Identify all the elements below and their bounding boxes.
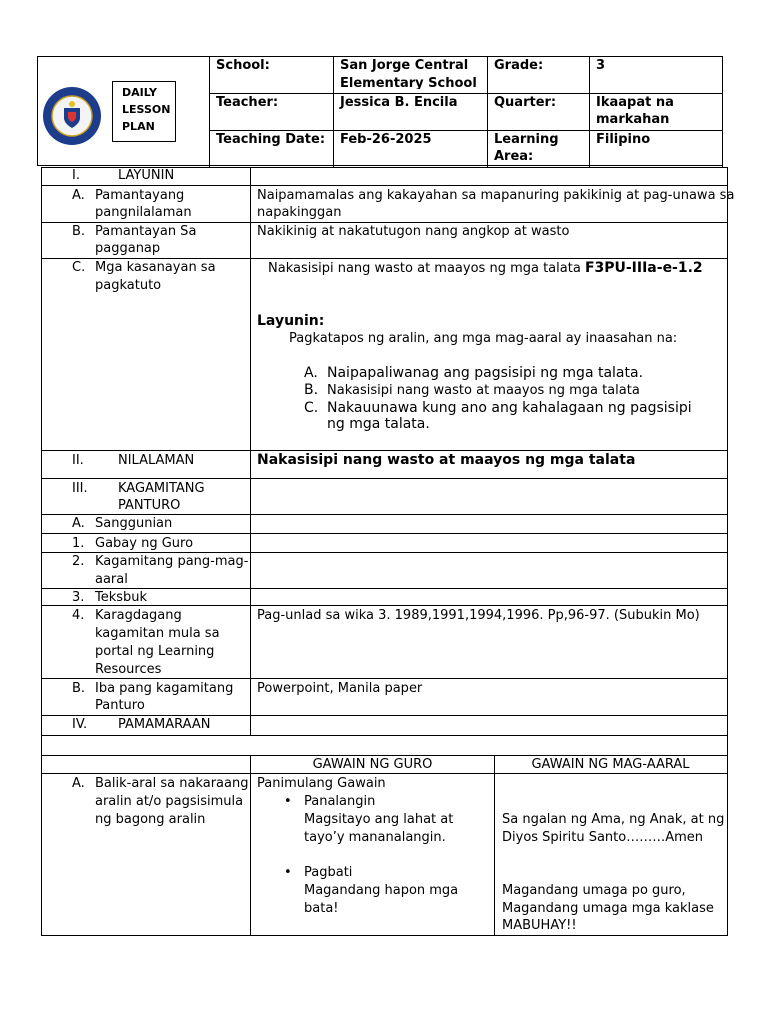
grid-line bbox=[250, 167, 251, 736]
layunin-subheading: Layunin: bbox=[257, 313, 325, 329]
guro-heading: Panimulang Gawain bbox=[257, 776, 386, 791]
section-title-kagamitan-line2: PANTURO bbox=[118, 498, 181, 513]
teacher-label: Teacher: bbox=[216, 95, 279, 110]
pagganap-value: Nakikinig at nakatutugon nang angkop at wasto bbox=[257, 224, 570, 239]
bullet-icon: • bbox=[284, 865, 292, 880]
row-letter: C. bbox=[72, 260, 86, 275]
section-title-kagamitan-line1: KAGAMITANG bbox=[118, 481, 205, 496]
guro-panalangin-line1: Magsitayo ang lahat at bbox=[304, 812, 454, 827]
pagganap-label-line2: pagganap bbox=[95, 241, 161, 256]
grade-label: Grade: bbox=[494, 58, 544, 73]
grid-line bbox=[487, 56, 488, 167]
kasanayan-text: Nakasisipi nang wasto at maayos ng mga talata bbox=[268, 261, 581, 276]
guro-panalangin-line2: tayo’y mananalangin. bbox=[304, 830, 446, 845]
school-value-line1: San Jorge Central bbox=[340, 58, 469, 73]
row-number: 4. bbox=[72, 608, 85, 623]
kagamitang-pang-mag-aaral-line2: aaral bbox=[95, 572, 128, 587]
guro-pagbati: Pagbati bbox=[304, 865, 353, 880]
grid-line bbox=[41, 735, 727, 736]
section-title-layunin: LAYUNIN bbox=[118, 168, 175, 183]
layunin-intro: Pagkatapos ng aralin, ang mga mag-aaral ay inaasahan na: bbox=[289, 331, 678, 346]
karagdagang-line1: Karagdagang bbox=[95, 608, 182, 623]
karagdagang-line2: kagamitan mula sa bbox=[95, 626, 220, 641]
grid-line bbox=[41, 185, 727, 186]
pamantayang-value-line2: napakinggan bbox=[257, 205, 342, 220]
karagdagang-line4: Resources bbox=[95, 662, 162, 677]
row-letter: B. bbox=[72, 224, 86, 239]
guro-pagbati-line1: Magandang hapon mga bbox=[304, 883, 459, 898]
grade-value: 3 bbox=[596, 58, 606, 73]
teaching-date-value: Feb-26-2025 bbox=[340, 132, 432, 147]
guro-pagbati-line2: bata! bbox=[304, 901, 339, 916]
objective-item-line2: ng mga talata. bbox=[327, 416, 430, 432]
section-number: I. bbox=[72, 168, 80, 183]
gabay-label: Gabay ng Guro bbox=[95, 536, 194, 551]
learning-area-value: Filipino bbox=[596, 132, 651, 147]
row-letter: A. bbox=[72, 188, 85, 203]
mag-aaral-response2-line2: Magandang umaga mga kaklase bbox=[502, 901, 714, 916]
row-letter: B. bbox=[72, 681, 86, 696]
kasanayan-label-line2: pagkatuto bbox=[95, 278, 162, 293]
karagdagang-line3: portal ng Learning bbox=[95, 644, 215, 659]
grid-line bbox=[41, 478, 727, 479]
guro-panalangin: Panalangin bbox=[304, 794, 376, 809]
row-letter: A. bbox=[72, 516, 85, 531]
grid-line bbox=[41, 533, 727, 534]
quarter-value-line2: markahan bbox=[596, 112, 670, 127]
column-header-mag-aaral: GAWAIN NG MAG-AARAL bbox=[531, 757, 690, 772]
objective-item: Nakasisipi nang wasto at maayos ng mga talata bbox=[327, 383, 640, 398]
section-title-pamamaraan: PAMAMARAAN bbox=[118, 717, 211, 732]
pamantayang-label-line1: Pamantayang bbox=[95, 188, 185, 203]
teacher-value: Jessica B. Encila bbox=[340, 95, 458, 110]
balik-aral-label-line3: ng bagong aralin bbox=[95, 812, 206, 827]
balik-aral-label-line2: aralin at/o pagsisimula bbox=[95, 794, 244, 809]
row-number: 1. bbox=[72, 536, 85, 551]
row-number: 3. bbox=[72, 590, 85, 605]
mag-aaral-response1-line2: Diyos Spiritu Santo………Amen bbox=[502, 830, 704, 845]
grid-line bbox=[589, 56, 590, 167]
iba-pang-value: Powerpoint, Manila paper bbox=[257, 681, 423, 696]
grid-line bbox=[333, 56, 334, 167]
quarter-label: Quarter: bbox=[494, 95, 557, 110]
plan-label-line2: LESSON bbox=[122, 103, 171, 116]
pagganap-label-line1: Pamantayan Sa bbox=[95, 224, 197, 239]
kasanayan-value bbox=[268, 259, 703, 278]
section-number: II. bbox=[72, 453, 84, 468]
objective-letter: C. bbox=[304, 400, 319, 416]
plan-label-line1: DAILY bbox=[122, 86, 157, 99]
section-number: III. bbox=[72, 481, 88, 496]
grid-line bbox=[494, 755, 495, 935]
karagdagang-value: Pag-unlad sa wika 3. 1989,1991,1994,1996. Pp,96-97. (Subukin Mo) bbox=[257, 608, 700, 623]
school-value-line2: Elementary School bbox=[340, 76, 477, 89]
competency-code: F3PU-IIIa-e-1.2 bbox=[584, 260, 703, 276]
iba-pang-label-line2: Panturo bbox=[95, 698, 145, 713]
row-number: 2. bbox=[72, 554, 85, 569]
balik-aral-label-line1: Balik-aral sa nakaraang bbox=[95, 776, 249, 791]
mag-aaral-response1-line1: Sa ngalan ng Ama, ng Anak, at ng bbox=[502, 812, 725, 827]
grid-line bbox=[250, 755, 251, 935]
pamantayang-label-line2: pangnilalaman bbox=[95, 205, 192, 220]
kasanayan-label-line1: Mga kasanayan sa bbox=[95, 260, 216, 275]
pamantayang-value-line1: Naipamamalas ang kakayahan sa mapanuring pakikinig at pag-unawa sa bbox=[257, 188, 735, 203]
learning-area-label-line2: Area: bbox=[494, 149, 534, 164]
sanggunian-label: Sanggunian bbox=[95, 516, 173, 531]
mag-aaral-response2-line3: MABUHAY!! bbox=[502, 918, 577, 933]
kagamitang-pang-mag-aaral-line1: Kagamitang pang-mag- bbox=[95, 554, 249, 569]
objective-letter: B. bbox=[304, 382, 319, 398]
objective-item-line1: Nakauunawa kung ano ang kahalagaan ng pagsisipi bbox=[327, 400, 692, 416]
teksbuk-label: Teksbuk bbox=[95, 590, 148, 605]
learning-area-label-line1: Learning bbox=[494, 132, 559, 147]
objective-item: Naipapaliwanag ang pagsisipi ng mga talata. bbox=[327, 365, 644, 381]
plan-label-line3: PLAN bbox=[122, 120, 155, 133]
quarter-value-line1: Ikaapat na bbox=[596, 95, 674, 110]
iba-pang-label-line1: Iba pang kagamitang bbox=[95, 681, 234, 696]
row-letter: A. bbox=[72, 776, 85, 791]
bullet-icon: • bbox=[284, 794, 292, 809]
teaching-date-label: Teaching Date: bbox=[216, 132, 326, 147]
section-title-nilalaman: NILALAMAN bbox=[118, 453, 195, 468]
column-header-guro: GAWAIN NG GURO bbox=[312, 757, 433, 772]
section-number: IV. bbox=[72, 717, 88, 732]
mag-aaral-response2-line1: Magandang umaga po guro, bbox=[502, 883, 686, 898]
school-label: School: bbox=[216, 58, 270, 73]
deped-seal-logo bbox=[42, 86, 102, 146]
objective-letter: A. bbox=[304, 365, 318, 381]
nilalaman-value: Nakasisipi nang wasto at maayos ng mga talata bbox=[257, 452, 636, 468]
